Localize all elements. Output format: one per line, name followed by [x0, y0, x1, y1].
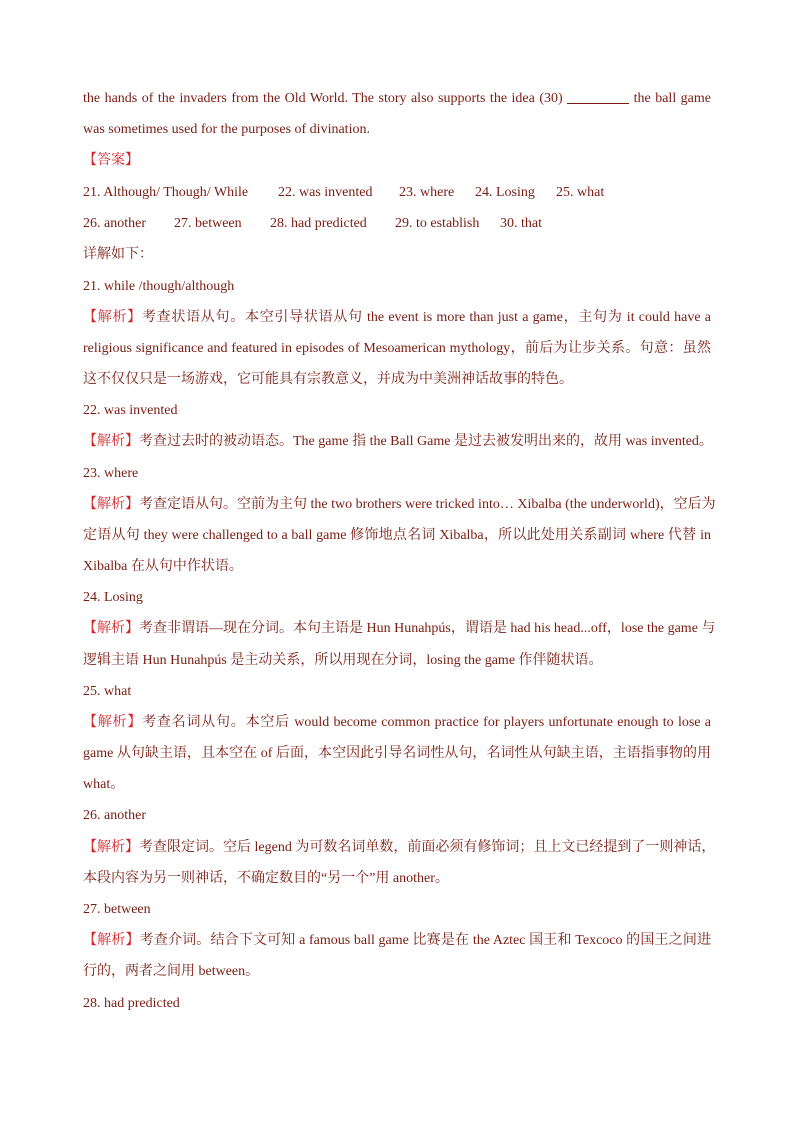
answer-item: 24. Losing [475, 185, 535, 200]
analysis-line: game 从句缺主语，且本空在 of 后面，本空因此引导名词性从句，名词性从句缺主语，主语指事物的用 [83, 746, 711, 761]
analysis-text: 考查非谓语—现在分词。本句主语是 Hun Hunahpús，谓语是 had his head...off，lose the game 与 [139, 621, 716, 636]
analysis-line [83, 931, 711, 951]
question-number: 21. while /though/although [83, 279, 235, 294]
analysis-line [83, 713, 711, 733]
analysis-text: 考查介词。结合下文可知 a famous ball game 比赛是在 the Aztec 国王和 Texcoco 的国王之间进 [139, 933, 711, 948]
answer-item: 23. where [399, 185, 455, 200]
answer-item: 27. between [174, 216, 242, 231]
analysis-tag: 【解析】 [83, 840, 139, 855]
analysis-tag: 【解析】 [83, 434, 139, 449]
passage-text: the ball game [633, 91, 712, 106]
analysis-line: 定语从句 they were challenged to a ball game 修饰地点名词 Xibalba，所以此处用关系副词 where 代替 in [83, 528, 711, 543]
analysis-line: 本段内容为另一则神话，不确定数目的“另一个”用 another。 [83, 871, 449, 886]
analysis-line: 行的，两者之间用 between。 [83, 964, 260, 979]
analysis-line [83, 432, 711, 452]
answer-item: 25. what [556, 185, 605, 200]
analysis-text: 考查限定词。空后 legend 为可数名词单数，前面必须有修饰词；且上文已经提到了一则神话， [139, 840, 716, 855]
analysis-tag: 【解析】 [83, 715, 143, 730]
answer-item: 22. was invented [278, 185, 373, 200]
analysis-line: religious significance and featured in episodes of Mesoamerican mythology，前后为让步关系。句意：虽然 [83, 341, 711, 356]
analysis-line: 这不仅仅只是一场游戏，它可能具有宗教意义，并成为中美洲神话故事的特色。 [83, 372, 573, 387]
question-number: 23. where [83, 466, 139, 481]
detail-intro: 详解如下： [83, 247, 153, 262]
passage-line-1 [83, 89, 711, 109]
answers-row-2 [83, 214, 711, 234]
answer-item: 28. had predicted [270, 216, 367, 231]
answer-header: 【答案】 [83, 153, 139, 168]
analysis-line: 逻辑主语 Hun Hunahpús 是主动关系，所以用现在分词，losing the game 作伴随状语。 [83, 653, 603, 668]
analysis-text: 考查状语从句。本空引导状语从句 the event is more than just a game，主句为 it could have a [141, 310, 711, 325]
question-number: 28. had predicted [83, 996, 180, 1011]
question-number: 24. Losing [83, 590, 143, 605]
analysis-line: Xibalba 在从句中作状语。 [83, 559, 243, 574]
analysis-line [83, 838, 716, 858]
analysis-text: 考查定语从句。空前为主句 the two brothers were tricked into… Xibalba (the underworld)，空后为 [139, 497, 716, 512]
question-number: 22. was invented [83, 403, 178, 418]
analysis-text: 考查过去时的被动语态。The game 指 the Ball Game 是过去被发明出来的，故用 was invented。 [139, 434, 713, 449]
question-number: 26. another [83, 808, 146, 823]
analysis-tag: 【解析】 [83, 497, 139, 512]
answers-row-1 [83, 183, 711, 203]
analysis-line [83, 495, 716, 515]
analysis-tag: 【解析】 [83, 933, 140, 948]
answer-item: 26. another [83, 216, 146, 231]
analysis-line: what。 [83, 777, 125, 792]
answer-blank [567, 89, 629, 104]
analysis-text: 考查名词从句。本空后 would become common practice for players unfortunate enough to lose a [142, 715, 711, 730]
analysis-line [83, 619, 716, 639]
answer-item: 21. Although/ Though/ While [83, 185, 249, 200]
question-number: 25. what [83, 684, 132, 699]
analysis-tag: 【解析】 [83, 621, 139, 636]
analysis-tag: 【解析】 [83, 310, 142, 325]
question-number: 27. between [83, 902, 151, 917]
passage-text: the hands of the invaders from the Old World. The story also supports the idea (30) [83, 91, 563, 106]
analysis-line [83, 308, 711, 328]
passage-line-2: was sometimes used for the purposes of divination. [83, 122, 370, 137]
answer-item: 29. to establish [395, 216, 480, 231]
answer-item: 30. that [500, 216, 542, 231]
